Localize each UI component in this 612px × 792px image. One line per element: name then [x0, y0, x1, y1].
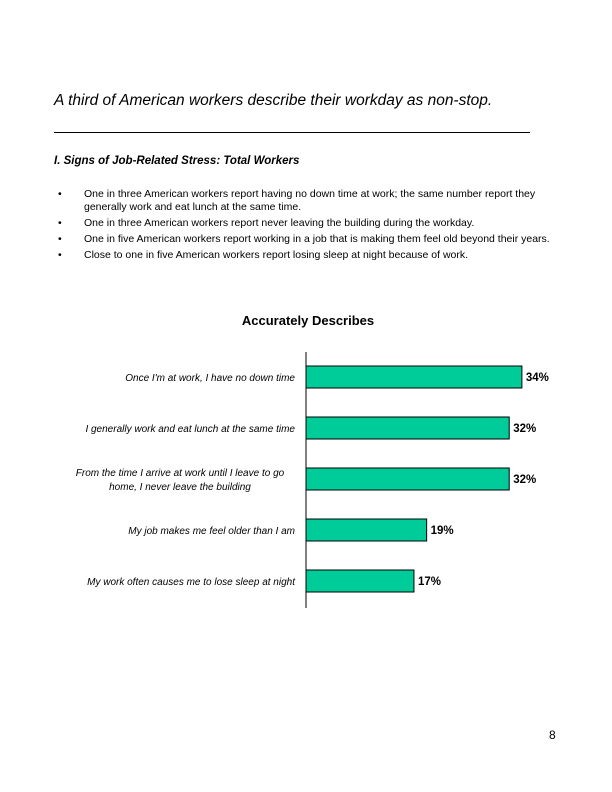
bullet-item: [54, 217, 564, 230]
bar-value-label: 19%: [430, 525, 454, 537]
category-label: Once I'm at work, I have no down time: [125, 373, 295, 384]
page-number: 8: [549, 728, 556, 742]
page-headline: A third of American workers describe their workday as non-stop.: [54, 92, 493, 109]
bar-value-label: 34%: [525, 372, 549, 384]
category-label: My work often causes me to lose sleep at night: [87, 577, 295, 588]
category-label: home, I never leave the building: [109, 482, 251, 493]
bullet-icon: •: [58, 233, 62, 245]
headline-divider: [54, 132, 530, 133]
bar-chart: [0, 340, 612, 615]
chart-title: Accurately Describes: [241, 313, 375, 328]
bar: [306, 417, 509, 439]
bullet-icon: •: [58, 217, 62, 229]
bullet-text: Close to one in five American workers report losing sleep at night because of work.: [84, 249, 469, 261]
bullet-icon: •: [58, 188, 62, 200]
bullet-icon: •: [58, 249, 62, 261]
bar: [306, 519, 427, 541]
bullet-text: One in five American workers report working in a job that is making them feel old beyond their years.: [84, 233, 550, 245]
bar: [306, 468, 509, 490]
category-label: From the time I arrive at work until I leave to go: [75, 468, 285, 479]
bullet-text: One in three American workers report having no down time at work; the same number report they generally work and eat lunch at the same time.: [84, 188, 536, 213]
bar: [306, 366, 522, 388]
bar-value-label: 32%: [513, 474, 537, 486]
bullet-item: [54, 249, 564, 262]
category-label: My job makes me feel older than I am: [128, 526, 295, 537]
bar-value-label: 17%: [417, 576, 441, 588]
bullet-item: [54, 233, 564, 246]
bullet-list: [54, 188, 564, 265]
category-label: I generally work and eat lunch at the same time: [85, 424, 295, 435]
bullet-item: [54, 188, 564, 214]
bar-value-label: 32%: [513, 423, 537, 435]
bar: [306, 570, 414, 592]
section-title: I. Signs of Job-Related Stress: Total Workers: [54, 155, 300, 167]
bullet-text: One in three American workers report never leaving the building during the workday.: [84, 217, 475, 229]
